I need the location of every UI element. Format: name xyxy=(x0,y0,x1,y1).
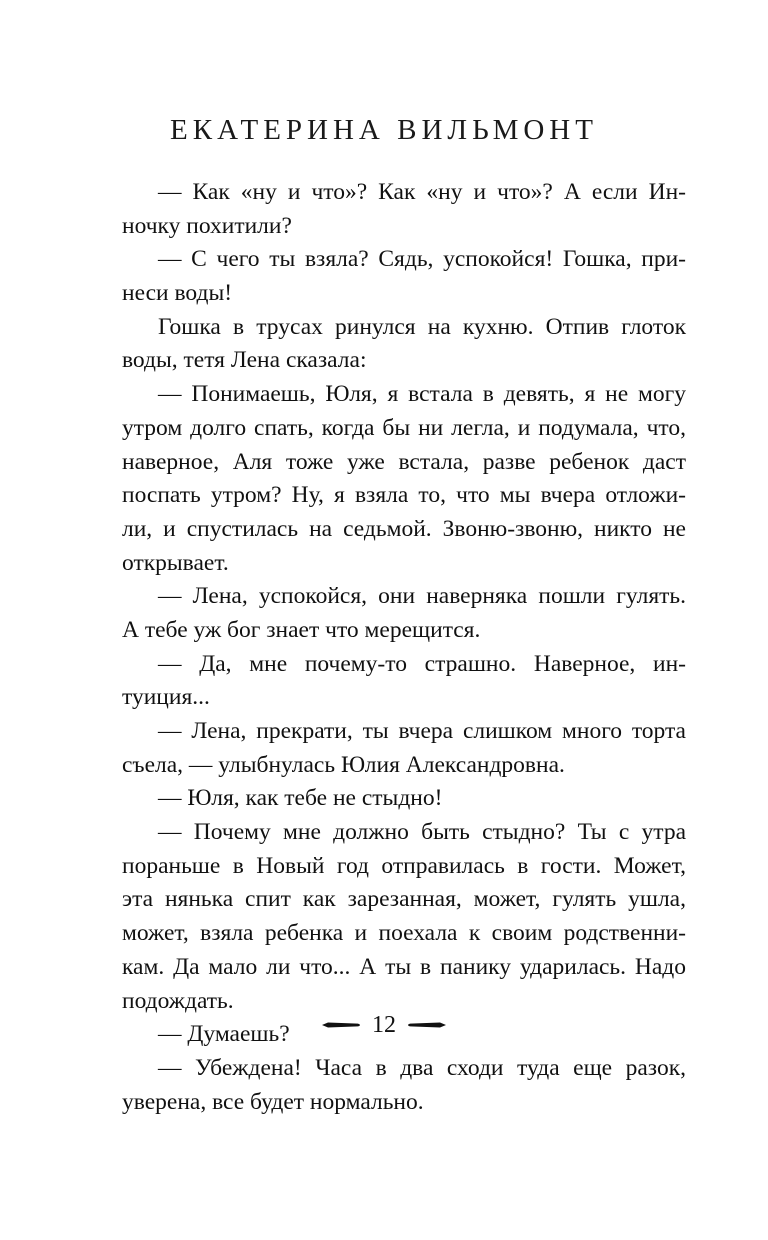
text-line: — Юля, как тебе не стыдно! xyxy=(158,785,443,812)
text-line: кам. Да мало ли что... А ты в панику ударилась. Надо xyxy=(122,953,686,980)
text-line: воды, тетя Лена сказала: xyxy=(122,347,367,374)
text-line: — С чего ты взяла? Сядь, успокойся! Гошка, при- xyxy=(158,246,686,273)
text-line: — Понимаешь, Юля, я встала в девять, я не могу xyxy=(158,381,686,408)
text-line: может, взяла ребенка и поехала к своим родственни- xyxy=(122,920,686,947)
text-line: туиция... xyxy=(122,684,210,711)
page-number: 12 xyxy=(372,1012,396,1038)
text-line: — Почему мне должно быть стыдно? Ты с утра xyxy=(158,819,686,846)
text-line: ли, и спустилась на седьмой. Звоню-звоню, никто не xyxy=(122,515,686,542)
text-line: съела, — улыбнулась Юлия Александровна. xyxy=(122,751,565,778)
text-line: ночку похитили? xyxy=(122,212,292,239)
text-line: — Да, мне почему-то страшно. Наверное, ин- xyxy=(158,650,686,677)
text-line: утром долго спать, когда бы ни легла, и подумала, что, xyxy=(122,414,686,441)
text-line: эта нянька спит как зарезанная, может, гулять ушла, xyxy=(122,886,686,913)
text-line: — Думаешь? xyxy=(158,1021,290,1048)
text-line: неси воды! xyxy=(122,280,233,307)
text-line: уверена, все будет нормально. xyxy=(122,1088,424,1115)
text-line: — Убеждена! Часа в два сходи туда еще разок, xyxy=(158,1054,686,1081)
body-text xyxy=(122,176,686,1119)
text-line: — Как «ну и что»? Как «ну и что»? А если Ин- xyxy=(158,179,686,205)
text-line: открывает. xyxy=(122,549,229,576)
text-line: пораньше в Новый год отправилась в гости. Может, xyxy=(122,852,686,879)
text-line: наверное, Аля тоже уже встала, разве ребенок даст xyxy=(122,448,686,475)
page-footer xyxy=(0,1010,768,1040)
text-line: А тебе уж бог знает что мерещится. xyxy=(122,616,481,643)
running-head-author: ЕКАТЕРИНА ВИЛЬМОНТ xyxy=(170,114,598,146)
folio-right-ornament-icon xyxy=(406,1021,446,1029)
text-line: поспать утром? Ну, я взяла то, что мы вчера отложи- xyxy=(122,482,686,509)
text-line: — Лена, успокойся, они наверняка пошли гулять. xyxy=(158,583,686,610)
text-line: подождать. xyxy=(122,987,234,1014)
text-line: Гошка в трусах ринулся на кухню. Отпив глоток xyxy=(158,313,686,340)
text-line: — Лена, прекрати, ты вчера слишком много торта xyxy=(158,718,686,744)
folio-left-ornament-icon xyxy=(322,1021,362,1029)
